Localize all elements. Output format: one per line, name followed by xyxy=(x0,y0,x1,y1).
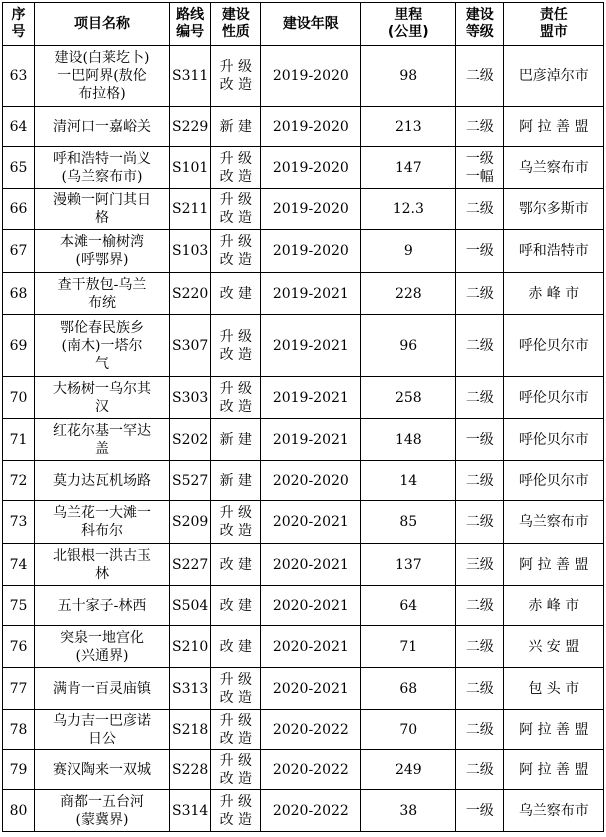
cell-text-line: (兴通界) xyxy=(75,647,129,664)
cell-construction-years: 2019-2020 xyxy=(261,107,361,147)
cell-row-no: 67 xyxy=(3,230,35,273)
cell-route-code: S209 xyxy=(170,501,211,544)
header-text-line: (公里) xyxy=(387,24,429,40)
cell-text-line: 新 建 xyxy=(219,472,253,489)
cell-text-line: 改 建 xyxy=(219,638,253,655)
cell-project-name xyxy=(35,586,170,626)
cell-text-line: 二级 xyxy=(465,597,494,614)
cell-project-name xyxy=(35,189,170,230)
cell-grade xyxy=(456,230,504,273)
cell-route-code: S202 xyxy=(170,419,211,461)
cell-grade xyxy=(456,626,504,668)
header-project-name xyxy=(35,3,170,46)
cell-construction-nature xyxy=(211,419,261,461)
header-text-line: 建设 xyxy=(465,7,494,23)
header-row xyxy=(3,3,604,46)
cell-grade xyxy=(456,668,504,710)
cell-construction-years: 2020-2022 xyxy=(261,750,361,790)
cell-text-line: 林 xyxy=(95,565,109,582)
cell-text-line: 北银根一洪古玉 xyxy=(53,547,151,564)
cell-text-line: 气 xyxy=(95,355,109,372)
cell-project-name xyxy=(35,790,170,832)
table-row xyxy=(3,419,604,461)
cell-row-no: 65 xyxy=(3,147,35,189)
cell-responsible-city: 赤 峰 市 xyxy=(504,273,604,315)
cell-mileage: 137 xyxy=(361,544,456,586)
cell-mileage: 38 xyxy=(361,790,456,832)
road-projects-table xyxy=(2,2,604,832)
cell-grade xyxy=(456,501,504,544)
cell-text-line: (南木)一塔尔 xyxy=(61,337,143,354)
cell-responsible-city: 呼伦贝尔市 xyxy=(504,461,604,501)
cell-responsible-city: 乌兰察布市 xyxy=(504,501,604,544)
cell-row-no: 77 xyxy=(3,668,35,710)
cell-text-line: 改 造 xyxy=(219,346,253,363)
cell-construction-years: 2020-2022 xyxy=(261,710,361,750)
header-text-line: 编号 xyxy=(176,24,205,40)
cell-mileage: 70 xyxy=(361,710,456,750)
cell-construction-years: 2019-2020 xyxy=(261,189,361,230)
cell-text-line: 商都一五台河 xyxy=(60,793,144,810)
cell-route-code: S504 xyxy=(170,586,211,626)
table-row xyxy=(3,147,604,189)
table-row xyxy=(3,189,604,230)
cell-project-name xyxy=(35,315,170,377)
cell-construction-years: 2019-2020 xyxy=(261,230,361,273)
cell-text-line: 一巴阿界(敖伦 xyxy=(57,68,147,84)
cell-responsible-city: 呼和浩特市 xyxy=(504,230,604,273)
header-text-line: 序 xyxy=(11,7,26,23)
cell-text-line: (呼鄂界) xyxy=(75,252,129,268)
cell-grade xyxy=(456,544,504,586)
cell-text-line: 清河口一嘉峪关 xyxy=(53,118,151,135)
cell-text-line: 二级 xyxy=(465,118,494,135)
cell-project-name xyxy=(35,230,170,273)
table-row xyxy=(3,315,604,377)
table-row xyxy=(3,586,604,626)
cell-construction-years: 2019-2020 xyxy=(261,46,361,107)
cell-construction-years: 2019-2021 xyxy=(261,315,361,377)
cell-mileage: 249 xyxy=(361,750,456,790)
cell-row-no: 80 xyxy=(3,790,35,832)
cell-row-no: 64 xyxy=(3,107,35,147)
cell-mileage: 9 xyxy=(361,230,456,273)
cell-construction-nature xyxy=(211,750,261,790)
cell-mileage: 98 xyxy=(361,46,456,107)
cell-row-no: 66 xyxy=(3,189,35,230)
cell-text-line: 改 造 xyxy=(219,523,253,539)
cell-route-code: S311 xyxy=(170,46,211,107)
cell-construction-nature xyxy=(211,586,261,626)
cell-grade xyxy=(456,461,504,501)
cell-responsible-city: 乌兰察布市 xyxy=(504,790,604,832)
cell-row-no: 63 xyxy=(3,46,35,107)
cell-text-line: 呼和浩特一尚义 xyxy=(53,150,151,167)
cell-construction-years: 2020-2021 xyxy=(261,586,361,626)
cell-text-line: 查干敖包-乌兰 xyxy=(57,276,147,293)
table-body xyxy=(3,46,604,832)
cell-mileage: 64 xyxy=(361,586,456,626)
cell-construction-years: 2020-2021 xyxy=(261,501,361,544)
table-row xyxy=(3,230,604,273)
cell-text-line: 升 级 xyxy=(219,192,253,208)
cell-responsible-city: 呼伦贝尔市 xyxy=(504,419,604,461)
cell-text-line: 一级 xyxy=(465,243,494,259)
cell-construction-nature xyxy=(211,189,261,230)
cell-responsible-city: 包 头 市 xyxy=(504,668,604,710)
cell-text-line: 五十家子-林西 xyxy=(57,597,147,614)
cell-text-line: 乌兰花一大滩一 xyxy=(53,505,151,521)
cell-text-line: 升 级 xyxy=(219,328,253,345)
cell-text-line: 二级 xyxy=(465,68,494,84)
cell-text-line: 升 级 xyxy=(219,752,253,769)
cell-construction-nature xyxy=(211,501,261,544)
cell-construction-nature xyxy=(211,377,261,419)
cell-construction-nature xyxy=(211,46,261,107)
cell-text-line: 升 级 xyxy=(219,712,253,729)
cell-text-line: 改 造 xyxy=(219,168,253,185)
cell-responsible-city: 阿 拉 善 盟 xyxy=(504,107,604,147)
cell-text-line: 建设(白莱圪卜) xyxy=(54,50,150,66)
cell-construction-years: 2019-2021 xyxy=(261,273,361,315)
table-row xyxy=(3,273,604,315)
cell-text-line: 新 建 xyxy=(219,118,253,135)
cell-text-line: 布统 xyxy=(88,294,116,311)
cell-text-line: 改 建 xyxy=(219,556,253,573)
header-text-line: 路线 xyxy=(176,7,205,23)
cell-responsible-city: 巴彦淖尔市 xyxy=(504,46,604,107)
cell-grade xyxy=(456,710,504,750)
table-row xyxy=(3,544,604,586)
cell-row-no: 70 xyxy=(3,377,35,419)
cell-construction-years: 2020-2021 xyxy=(261,668,361,710)
cell-text-line: 二级 xyxy=(465,285,494,302)
cell-grade xyxy=(456,377,504,419)
cell-route-code: S218 xyxy=(170,710,211,750)
cell-text-line: 大杨树一乌尔其 xyxy=(53,380,151,397)
cell-text-line: 二级 xyxy=(465,638,494,655)
cell-text-line: 升 级 xyxy=(219,505,253,521)
cell-text-line: 改 建 xyxy=(219,597,253,614)
cell-row-no: 79 xyxy=(3,750,35,790)
cell-text-line: 鄂伦春民族乡 xyxy=(60,319,144,336)
cell-text-line: 二级 xyxy=(465,201,494,217)
cell-grade xyxy=(456,315,504,377)
cell-text-line: 改 建 xyxy=(219,285,253,302)
cell-text-line: 赛汉陶来一双城 xyxy=(53,761,151,778)
cell-row-no: 76 xyxy=(3,626,35,668)
table-row xyxy=(3,750,604,790)
cell-route-code: S103 xyxy=(170,230,211,273)
cell-mileage: 71 xyxy=(361,626,456,668)
cell-row-no: 73 xyxy=(3,501,35,544)
cell-construction-nature xyxy=(211,790,261,832)
cell-text-line: 突泉一地宫化 xyxy=(60,629,144,646)
cell-text-line: 汉 xyxy=(95,398,109,415)
cell-text-line: 二级 xyxy=(465,514,494,530)
table-header xyxy=(3,3,604,46)
cell-text-line: 二级 xyxy=(465,337,494,354)
cell-responsible-city: 阿 拉 善 盟 xyxy=(504,710,604,750)
cell-project-name xyxy=(35,668,170,710)
cell-text-line: 改 造 xyxy=(219,398,253,415)
header-text-line: 建设年限 xyxy=(282,15,339,32)
table-row xyxy=(3,107,604,147)
cell-row-no: 72 xyxy=(3,461,35,501)
cell-row-no: 69 xyxy=(3,315,35,377)
cell-text-line: 漫赖一阿门其日 xyxy=(53,192,151,208)
cell-route-code: S220 xyxy=(170,273,211,315)
cell-route-code: S303 xyxy=(170,377,211,419)
cell-construction-nature xyxy=(211,147,261,189)
header-route-code xyxy=(170,3,211,46)
header-responsible-city xyxy=(504,3,604,46)
cell-construction-nature xyxy=(211,668,261,710)
cell-text-line: 升 级 xyxy=(219,59,253,75)
cell-text-line: 二级 xyxy=(465,472,494,489)
cell-project-name xyxy=(35,461,170,501)
cell-mileage: 213 xyxy=(361,107,456,147)
cell-construction-nature xyxy=(211,273,261,315)
cell-responsible-city: 阿 拉 善 盟 xyxy=(504,750,604,790)
cell-construction-years: 2020-2021 xyxy=(261,544,361,586)
header-text-line: 盟市 xyxy=(539,24,568,40)
cell-responsible-city: 鄂尔多斯市 xyxy=(504,189,604,230)
table-row xyxy=(3,377,604,419)
cell-route-code: S229 xyxy=(170,107,211,147)
cell-mileage: 147 xyxy=(361,147,456,189)
cell-text-line: 三级 xyxy=(465,556,494,573)
cell-text-line: (乌兰察布市) xyxy=(61,168,143,185)
cell-text-line: 日公 xyxy=(88,730,116,747)
cell-construction-nature xyxy=(211,710,261,750)
cell-text-line: 二级 xyxy=(465,721,494,738)
cell-text-line: 莫力达瓦机场路 xyxy=(53,472,151,489)
cell-text-line: 满肯一百灵庙镇 xyxy=(53,680,151,697)
table-row xyxy=(3,461,604,501)
cell-grade xyxy=(456,189,504,230)
cell-text-line: 改 造 xyxy=(219,210,253,226)
table-row xyxy=(3,46,604,107)
cell-responsible-city: 乌兰察布市 xyxy=(504,147,604,189)
cell-text-line: 一级 xyxy=(465,150,494,167)
cell-text-line: 改 造 xyxy=(219,730,253,747)
cell-route-code: S210 xyxy=(170,626,211,668)
cell-construction-nature xyxy=(211,461,261,501)
cell-project-name xyxy=(35,147,170,189)
cell-construction-nature xyxy=(211,626,261,668)
cell-responsible-city: 兴 安 盟 xyxy=(504,626,604,668)
cell-mileage: 12.3 xyxy=(361,189,456,230)
cell-route-code: S314 xyxy=(170,790,211,832)
cell-grade xyxy=(456,273,504,315)
cell-text-line: 二级 xyxy=(465,680,494,697)
cell-project-name xyxy=(35,273,170,315)
cell-construction-nature xyxy=(211,230,261,273)
cell-text-line: 布拉格) xyxy=(78,86,126,102)
cell-project-name xyxy=(35,46,170,107)
cell-text-line: 一幅 xyxy=(465,168,494,185)
cell-text-line: 改 造 xyxy=(219,77,253,93)
cell-text-line: 本滩一榆树湾 xyxy=(60,234,144,250)
header-text-line: 建设 xyxy=(221,7,250,23)
cell-mileage: 96 xyxy=(361,315,456,377)
cell-text-line: 一级 xyxy=(465,802,494,819)
cell-text-line: 格 xyxy=(95,210,109,226)
header-grade xyxy=(456,3,504,46)
cell-text-line: 改 造 xyxy=(219,689,253,706)
cell-construction-nature xyxy=(211,107,261,147)
cell-project-name xyxy=(35,710,170,750)
cell-mileage: 68 xyxy=(361,668,456,710)
cell-text-line: 科布尔 xyxy=(81,523,123,539)
cell-text-line: 新 建 xyxy=(219,431,253,448)
cell-text-line: 盖 xyxy=(95,440,109,457)
cell-row-no: 71 xyxy=(3,419,35,461)
cell-route-code: S313 xyxy=(170,668,211,710)
cell-row-no: 74 xyxy=(3,544,35,586)
cell-construction-years: 2019-2021 xyxy=(261,377,361,419)
cell-responsible-city: 呼伦贝尔市 xyxy=(504,315,604,377)
cell-responsible-city: 赤 峰 市 xyxy=(504,586,604,626)
header-mileage xyxy=(361,3,456,46)
cell-grade xyxy=(456,790,504,832)
cell-route-code: S101 xyxy=(170,147,211,189)
header-construction-years xyxy=(261,3,361,46)
cell-text-line: 升 级 xyxy=(219,671,253,688)
header-text-line: 项目名称 xyxy=(74,15,130,32)
cell-mileage: 14 xyxy=(361,461,456,501)
cell-text-line: 改 造 xyxy=(219,811,253,828)
cell-text-line: 升 级 xyxy=(219,793,253,810)
cell-grade xyxy=(456,419,504,461)
cell-route-code: S227 xyxy=(170,544,211,586)
table-row xyxy=(3,501,604,544)
cell-mileage: 148 xyxy=(361,419,456,461)
cell-text-line: 改 造 xyxy=(219,770,253,787)
cell-text-line: 二级 xyxy=(465,761,494,778)
cell-mileage: 85 xyxy=(361,501,456,544)
cell-project-name xyxy=(35,544,170,586)
cell-text-line: 一级 xyxy=(465,431,494,448)
cell-row-no: 78 xyxy=(3,710,35,750)
cell-construction-years: 2019-2021 xyxy=(261,419,361,461)
cell-grade xyxy=(456,750,504,790)
cell-grade xyxy=(456,107,504,147)
cell-construction-years: 2020-2022 xyxy=(261,790,361,832)
cell-row-no: 75 xyxy=(3,586,35,626)
cell-text-line: 升 级 xyxy=(219,150,253,167)
cell-construction-years: 2019-2020 xyxy=(261,147,361,189)
cell-construction-years: 2020-2021 xyxy=(261,626,361,668)
cell-responsible-city: 阿 拉 善 盟 xyxy=(504,544,604,586)
cell-route-code: S228 xyxy=(170,750,211,790)
header-text-line: 责任 xyxy=(539,7,568,23)
cell-project-name xyxy=(35,107,170,147)
table-row xyxy=(3,626,604,668)
header-text-line: 里程 xyxy=(394,7,423,23)
cell-mileage: 258 xyxy=(361,377,456,419)
header-construction-nature xyxy=(211,3,261,46)
table-row xyxy=(3,710,604,750)
cell-text-line: 乌力吉一巴彦诺 xyxy=(53,712,151,729)
cell-grade xyxy=(456,586,504,626)
cell-grade xyxy=(456,147,504,189)
cell-project-name xyxy=(35,626,170,668)
cell-row-no: 68 xyxy=(3,273,35,315)
cell-responsible-city: 呼伦贝尔市 xyxy=(504,377,604,419)
cell-project-name xyxy=(35,377,170,419)
cell-construction-years: 2020-2020 xyxy=(261,461,361,501)
cell-text-line: 升 级 xyxy=(219,234,253,250)
cell-mileage: 228 xyxy=(361,273,456,315)
cell-project-name xyxy=(35,750,170,790)
cell-text-line: 改 造 xyxy=(219,252,253,268)
header-no xyxy=(3,3,35,46)
cell-text-line: 红花尔基一罕达 xyxy=(53,422,151,439)
cell-route-code: S211 xyxy=(170,189,211,230)
cell-text-line: (蒙冀界) xyxy=(75,811,129,828)
cell-construction-nature xyxy=(211,315,261,377)
cell-project-name xyxy=(35,419,170,461)
table-row xyxy=(3,668,604,710)
cell-route-code: S527 xyxy=(170,461,211,501)
table-row xyxy=(3,790,604,832)
header-text-line: 等级 xyxy=(465,24,494,40)
cell-project-name xyxy=(35,501,170,544)
cell-grade xyxy=(456,46,504,107)
cell-text-line: 二级 xyxy=(465,389,494,406)
header-text-line: 性质 xyxy=(221,24,250,40)
cell-construction-nature xyxy=(211,544,261,586)
cell-route-code: S307 xyxy=(170,315,211,377)
cell-text-line: 升 级 xyxy=(219,380,253,397)
header-text-line: 号 xyxy=(11,24,26,40)
